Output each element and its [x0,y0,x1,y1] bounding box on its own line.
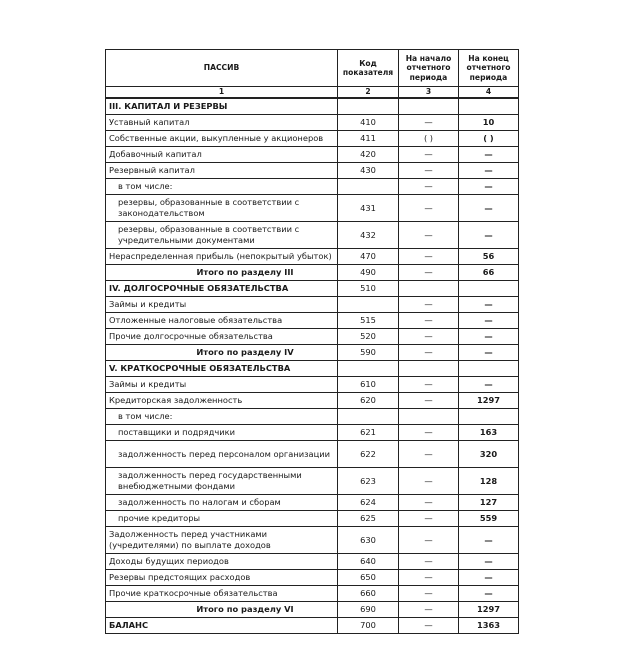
row-code [338,98,399,115]
row-label: Резервный капитал [106,163,338,179]
row-label: резервы, образованные в соответствии с законодательством [106,195,338,222]
row-start-value: — [399,527,459,554]
row-start-value: — [399,586,459,602]
row-end-value: — [459,147,519,163]
row-label: Займы и кредиты [106,377,338,393]
row-end-value: 128 [459,468,519,495]
row-label: Займы и кредиты [106,297,338,313]
row-code: 411 [338,131,399,147]
row-start-value: — [399,313,459,329]
table-row [106,618,519,634]
row-start-value: — [399,425,459,441]
table-row [106,409,519,425]
table-row [106,345,519,361]
row-start-value: — [399,468,459,495]
column-number: 4 [459,87,519,99]
row-start-value: — [399,441,459,468]
row-code: 621 [338,425,399,441]
row-end-value: 1363 [459,618,519,634]
row-start-value: — [399,163,459,179]
row-start-value [399,409,459,425]
row-start-value: — [399,147,459,163]
row-code: 630 [338,527,399,554]
table-row [106,586,519,602]
row-start-value: — [399,345,459,361]
row-label: Итого по разделу VI [106,602,338,618]
row-label: Прочие долгосрочные обязательства [106,329,338,345]
row-code: 490 [338,265,399,281]
row-label: резервы, образованные в соответствии с учредительными документами [106,222,338,249]
column-numbers-row [106,87,519,99]
row-code: 520 [338,329,399,345]
row-code: 515 [338,313,399,329]
row-code: 590 [338,345,399,361]
table-row [106,98,519,115]
row-start-value: — [399,554,459,570]
row-code: 620 [338,393,399,409]
row-label: Добавочный капитал [106,147,338,163]
table-row [106,249,519,265]
row-end-value: 10 [459,115,519,131]
table-row [106,195,519,222]
row-end-value: — [459,570,519,586]
row-start-value: — [399,329,459,345]
row-label: Задолженность перед участниками (учредителями) по выплате доходов [106,527,338,554]
row-end-value [459,409,519,425]
row-end-value: 559 [459,511,519,527]
row-end-value: — [459,345,519,361]
row-start-value: — [399,265,459,281]
row-label: Итого по разделу III [106,265,338,281]
row-end-value: — [459,329,519,345]
row-start-value: ( ) [399,131,459,147]
row-end-value: — [459,297,519,313]
row-end-value: — [459,586,519,602]
row-end-value: 66 [459,265,519,281]
table-row [106,115,519,131]
row-code: 623 [338,468,399,495]
row-start-value: — [399,511,459,527]
table-row [106,441,519,468]
row-label: в том числе: [106,409,338,425]
row-label: Доходы будущих периодов [106,554,338,570]
row-label: Нераспределенная прибыль (непокрытый убыток) [106,249,338,265]
row-code: 510 [338,281,399,297]
row-end-value: 1297 [459,393,519,409]
table-row [106,131,519,147]
row-label: в том числе: [106,179,338,195]
row-code: 690 [338,602,399,618]
row-label: Прочие краткосрочные обязательства [106,586,338,602]
row-code: 610 [338,377,399,393]
row-label: Итого по разделу IV [106,345,338,361]
table-row [106,222,519,249]
row-code: 430 [338,163,399,179]
row-label: задолженность перед государственными внебюджетными фондами [106,468,338,495]
row-code: 410 [338,115,399,131]
row-label: Собственные акции, выкупленные у акционеров [106,131,338,147]
row-end-value: 56 [459,249,519,265]
row-label: задолженность по налогам и сборам [106,495,338,511]
row-start-value: — [399,618,459,634]
row-label: задолженность перед персоналом организации [106,441,338,468]
row-end-value: — [459,554,519,570]
table-row [106,281,519,297]
header-period-end: На конец отчетного периода [459,50,519,87]
row-end-value: — [459,313,519,329]
row-end-value: 320 [459,441,519,468]
row-code [338,297,399,313]
row-label: Резервы предстоящих расходов [106,570,338,586]
row-code [338,179,399,195]
table-row [106,495,519,511]
row-end-value: — [459,527,519,554]
header-row [106,50,519,87]
row-start-value [399,361,459,377]
row-start-value: — [399,393,459,409]
row-start-value: — [399,195,459,222]
row-label: Уставный капитал [106,115,338,131]
row-end-value [459,98,519,115]
column-number: 3 [399,87,459,99]
row-end-value: 1297 [459,602,519,618]
header-period-start: На начало отчетного периода [399,50,459,87]
table-row [106,602,519,618]
row-label: поставщики и подрядчики [106,425,338,441]
table-row [106,554,519,570]
row-start-value: — [399,570,459,586]
table-row [106,570,519,586]
row-label: III. КАПИТАЛ И РЕЗЕРВЫ [106,98,338,115]
row-code [338,409,399,425]
row-code: 622 [338,441,399,468]
row-end-value: — [459,163,519,179]
table-row [106,425,519,441]
row-label: V. КРАТКОСРОЧНЫЕ ОБЯЗАТЕЛЬСТВА [106,361,338,377]
row-code: 420 [338,147,399,163]
row-code: 624 [338,495,399,511]
table-row [106,511,519,527]
row-end-value: — [459,377,519,393]
row-end-value [459,361,519,377]
row-code [338,361,399,377]
row-code: 640 [338,554,399,570]
row-start-value: — [399,179,459,195]
row-start-value: — [399,297,459,313]
header-code: Код показателя [338,50,399,87]
row-code: 660 [338,586,399,602]
table-row [106,265,519,281]
row-end-value [459,281,519,297]
row-start-value: — [399,115,459,131]
row-start-value: — [399,495,459,511]
table-row [106,468,519,495]
liabilities-table [105,49,519,634]
row-end-value: 163 [459,425,519,441]
row-end-value: — [459,195,519,222]
row-end-value: — [459,179,519,195]
row-code: 432 [338,222,399,249]
row-code: 625 [338,511,399,527]
table-row [106,313,519,329]
row-code: 700 [338,618,399,634]
table-row [106,297,519,313]
column-number: 1 [106,87,338,99]
row-code: 470 [338,249,399,265]
row-end-value: 127 [459,495,519,511]
row-code: 431 [338,195,399,222]
table-row [106,377,519,393]
row-label: Кредиторская задолженность [106,393,338,409]
table-row [106,527,519,554]
row-start-value: — [399,222,459,249]
header-liabilities: ПАССИВ [106,50,338,87]
row-label: Отложенные налоговые обязательства [106,313,338,329]
table-row [106,329,519,345]
row-end-value: — [459,222,519,249]
row-code: 650 [338,570,399,586]
table-row [106,163,519,179]
row-label: БАЛАНС [106,618,338,634]
row-end-value: ( ) [459,131,519,147]
table-row [106,179,519,195]
row-start-value: — [399,249,459,265]
row-start-value: — [399,602,459,618]
row-start-value [399,281,459,297]
table-row [106,147,519,163]
row-label: IV. ДОЛГОСРОЧНЫЕ ОБЯЗАТЕЛЬСТВА [106,281,338,297]
column-number: 2 [338,87,399,99]
row-label: прочие кредиторы [106,511,338,527]
row-start-value: — [399,377,459,393]
table-row [106,361,519,377]
table-row [106,393,519,409]
balance-sheet-liabilities [105,49,518,634]
row-start-value [399,98,459,115]
